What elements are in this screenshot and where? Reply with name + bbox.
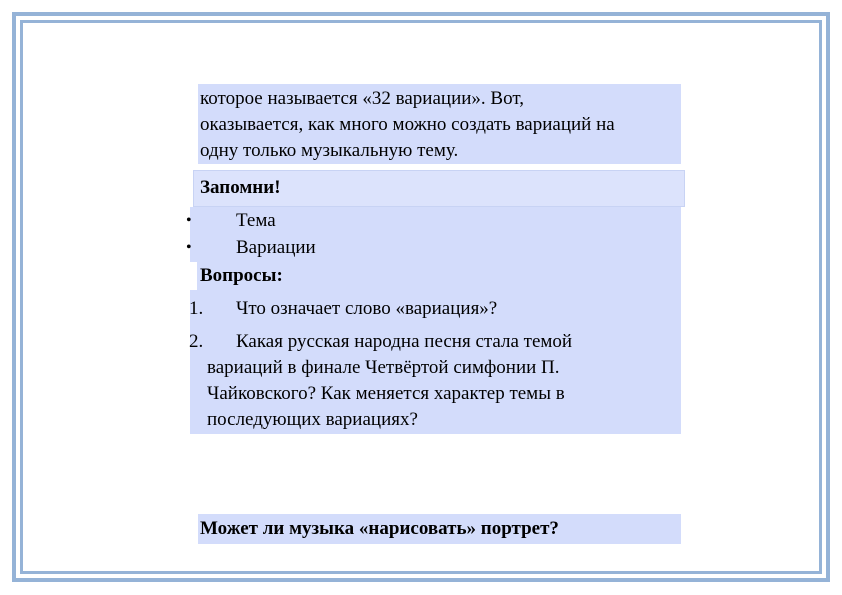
intro-line-1: которое называется «32 вариации». Вот, — [200, 88, 524, 109]
questions-heading: Вопросы: — [200, 265, 283, 286]
question-2-number: 2. — [189, 331, 204, 352]
remember-item-2: Вариации — [236, 237, 316, 258]
intro-line-3: одну только музыкальную тему. — [200, 140, 459, 161]
question-2-line-4: последующих вариациях? — [207, 409, 418, 430]
question-2-line-3: Чайковского? Как меняется характер темы в — [207, 383, 565, 404]
closing-question: Может ли музыка «нарисовать» портрет? — [198, 514, 681, 544]
bullet-marker: • — [186, 212, 192, 229]
bullet-marker: • — [186, 239, 192, 256]
question-1-number: 1. — [189, 298, 204, 319]
intro-paragraph — [200, 84, 682, 164]
remember-heading: Запомни! — [193, 170, 685, 207]
remember-item-1: Тема — [236, 210, 276, 231]
question-2-line-2: вариаций в финале Четвёртой симфонии П. — [207, 357, 560, 378]
highlight-gap — [188, 262, 197, 290]
question-2-line-1: Какая русская народна песня стала темой — [236, 331, 573, 352]
intro-line-2: оказывается, как много можно создать вариаций на — [200, 114, 615, 135]
question-1-text: Что означает слово «вариация»? — [236, 298, 498, 319]
